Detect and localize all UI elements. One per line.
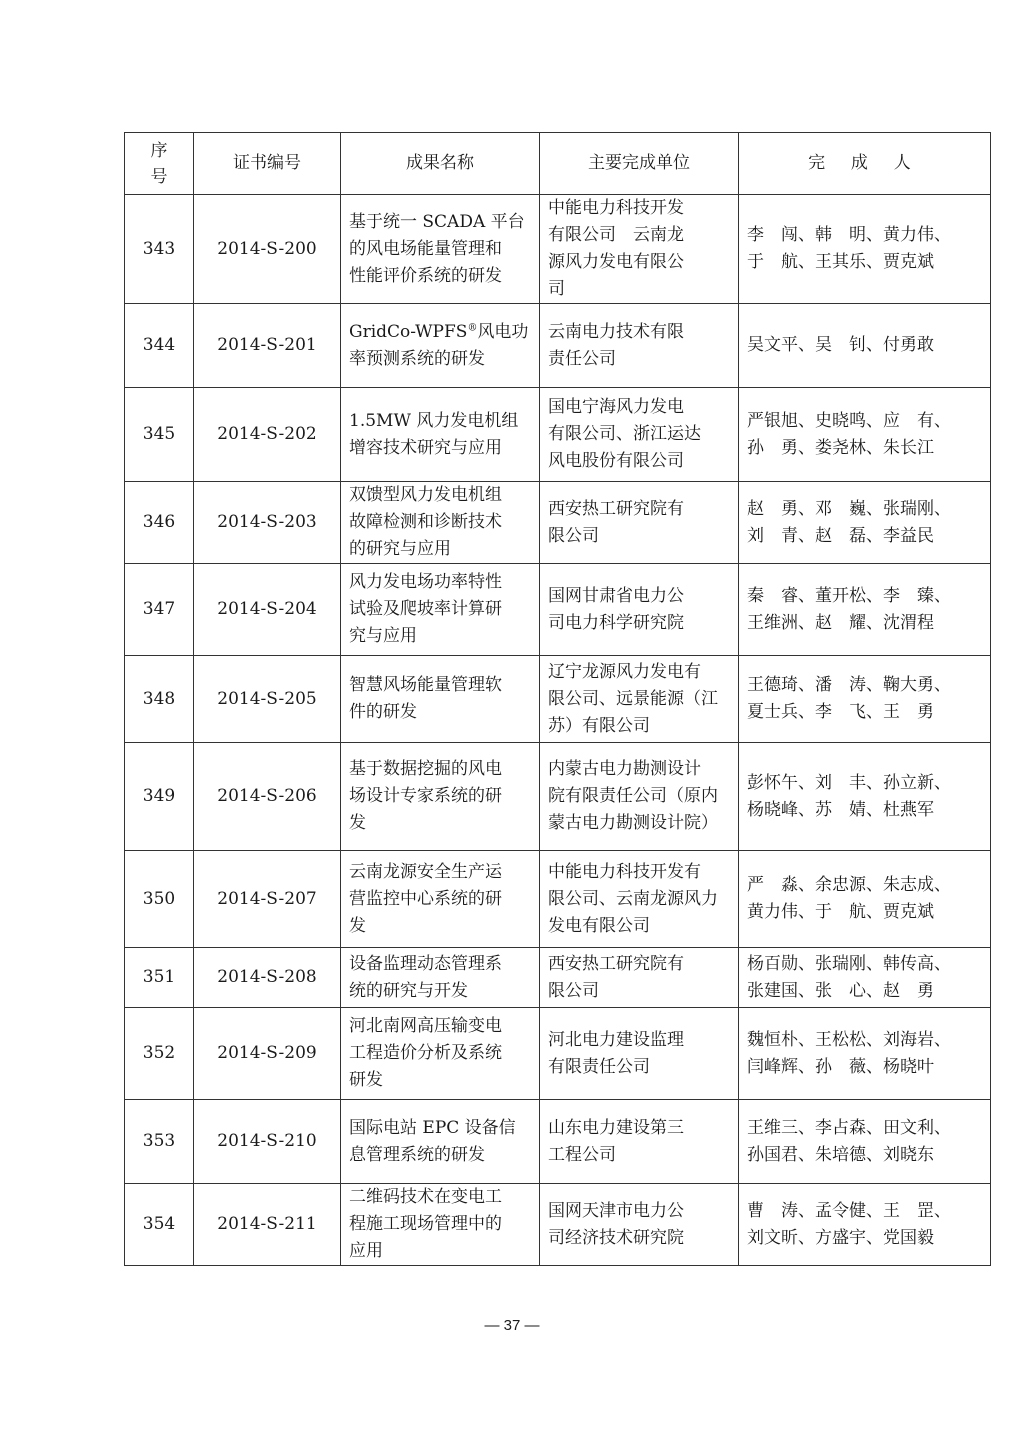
header-completers: 完 成 人 (739, 133, 991, 195)
serial-no-cell: 344 (125, 304, 194, 388)
table-body (125, 195, 991, 1266)
main-unit-cell-line: 中能电力科技开发有 (548, 861, 701, 882)
achievement-name-cell (341, 195, 540, 304)
serial-no-cell: 348 (125, 656, 194, 743)
main-unit-cell (540, 656, 739, 743)
completers-cell (739, 948, 991, 1008)
table-row (125, 1100, 991, 1184)
completers-cell (739, 1184, 991, 1266)
header-achievement-name: 成果名称 (341, 133, 540, 195)
achievement-name-cell-line: 场设计专家系统的研 (349, 786, 502, 806)
completers-cell-line: 杨晓峰、苏 婧、杜燕军 (747, 799, 934, 820)
completers-cell-line: 杨百勋、张瑞刚、韩传高、 (747, 953, 951, 974)
certificate-no-cell: 2014-S-206 (194, 743, 341, 851)
main-unit-cell (540, 388, 739, 482)
achievement-name-cell-line: 发 (349, 915, 366, 936)
achievement-name-cell-line: 发 (349, 813, 366, 833)
main-unit-cell-line: 内蒙古电力勘测设计 (548, 759, 701, 779)
completers-cell (739, 195, 991, 304)
achievement-name-cell-line: 设备监理动态管理系 (349, 953, 502, 974)
main-unit-cell (540, 482, 739, 564)
completers-cell-line: 闫峰辉、孙 薇、杨晓叶 (747, 1056, 934, 1077)
achievement-name-cell-line: 云南龙源安全生产运 (349, 861, 502, 882)
achievement-name-cell-line: 试验及爬坡率计算研 (349, 599, 502, 619)
achievement-name-cell-line: 营监控中心系统的研 (349, 888, 502, 909)
main-unit-cell-line: 限公司、云南龙源风力 (548, 888, 718, 909)
main-unit-cell-line: 西安热工研究院有 (548, 498, 684, 519)
completers-cell (739, 304, 991, 388)
completers-cell-line: 魏恒朴、王松松、刘海岩、 (747, 1029, 951, 1050)
table-header-row (125, 133, 991, 195)
main-unit-cell (540, 743, 739, 851)
achievement-name-cell-line: 性能评价系统的研发 (349, 265, 502, 286)
completers-cell (739, 1100, 991, 1184)
main-unit-cell-line: 限公司 (548, 525, 599, 546)
main-unit-cell (540, 1008, 739, 1100)
header-serial-no: 序 号 (125, 133, 194, 195)
main-unit-cell-line: 国电宁海风力发电 (548, 397, 684, 417)
achievement-name-cell (341, 656, 540, 743)
achievement-name-cell (341, 1100, 540, 1184)
table-row (125, 1184, 991, 1266)
main-unit-cell-line: 工程公司 (548, 1144, 616, 1165)
completers-cell-line: 孙 勇、娄尧林、朱长江 (747, 437, 934, 458)
certificate-no-cell: 2014-S-207 (194, 851, 341, 948)
table-row (125, 482, 991, 564)
achievement-name-cell-line: 件的研发 (349, 702, 417, 722)
completers-cell-line: 王维洲、赵 耀、沈渭程 (747, 612, 934, 633)
completers-cell-line: 刘文昕、方盛宇、党国毅 (747, 1227, 934, 1248)
achievement-name-cell-line (349, 319, 531, 346)
completers-cell-line: 曹 涛、孟令健、王 罡、 (747, 1200, 951, 1221)
serial-no-cell: 352 (125, 1008, 194, 1100)
main-unit-cell-line: 国网甘肃省电力公 (548, 585, 684, 606)
table-row (125, 851, 991, 948)
achievement-name-cell-line: 国际电站 EPC 设备信 (349, 1117, 516, 1138)
header-main-unit: 主要完成单位 (540, 133, 739, 195)
serial-no-cell: 347 (125, 564, 194, 656)
certificate-no-cell: 2014-S-202 (194, 388, 341, 482)
achievement-name-cell (341, 482, 540, 564)
certificate-no-cell: 2014-S-211 (194, 1184, 341, 1266)
table-row (125, 948, 991, 1008)
achievement-name-cell-line: 程施工现场管理中的 (349, 1214, 502, 1234)
completers-cell-line: 彭怀午、刘 丰、孙立新、 (747, 772, 951, 793)
achievement-name-cell-line: 1.5MW 风力发电机组 (349, 410, 519, 431)
achievement-name-cell (341, 743, 540, 851)
title-suffix: 风电功 (477, 321, 529, 342)
completers-cell-line: 严 淼、余忠源、朱志成、 (747, 875, 951, 895)
achievement-name-cell (341, 388, 540, 482)
achievement-name-cell (341, 304, 540, 388)
completers-cell-line: 张建国、张 心、赵 勇 (747, 980, 934, 1001)
main-unit-cell-line: 中能电力科技开发 (548, 198, 684, 218)
main-unit-cell-line: 限公司 (548, 980, 599, 1001)
certificate-no-cell: 2014-S-203 (194, 482, 341, 564)
main-unit-cell-line: 苏）有限公司 (548, 715, 650, 736)
completers-cell (739, 564, 991, 656)
table-row (125, 656, 991, 743)
certificate-no-cell: 2014-S-204 (194, 564, 341, 656)
achievement-name-cell-line: 的研究与应用 (349, 539, 451, 559)
achievement-name-cell-line: 工程造价分析及系统 (349, 1043, 502, 1063)
main-unit-cell (540, 948, 739, 1008)
certificate-no-cell: 2014-S-201 (194, 304, 341, 388)
main-unit-cell-line: 有限责任公司 (548, 1056, 650, 1077)
main-unit-cell-line: 山东电力建设第三 (548, 1117, 684, 1138)
serial-no-cell: 343 (125, 195, 194, 304)
completers-cell (739, 388, 991, 482)
main-unit-cell-line: 有限公司、浙江运达 (548, 424, 701, 444)
completers-cell (739, 482, 991, 564)
completers-cell-line: 吴文平、吴 钊、付勇敢 (747, 335, 934, 355)
achievement-name-cell-line: 故障检测和诊断技术 (349, 512, 502, 532)
achievement-name-cell-line: 究与应用 (349, 626, 417, 646)
main-unit-cell-line: 院有限责任公司（原内 (548, 786, 718, 806)
completers-cell-line: 王维三、李占森、田文利、 (747, 1117, 951, 1138)
achievement-name-cell-line: 研发 (349, 1070, 383, 1090)
achievement-name-cell-line: 双馈型风力发电机组 (349, 485, 502, 505)
main-unit-cell-line: 司电力科学研究院 (548, 612, 684, 633)
main-unit-cell-line: 蒙古电力勘测设计院） (548, 813, 718, 833)
main-unit-cell-line: 国网天津市电力公 (548, 1200, 684, 1221)
achievement-name-cell (341, 1008, 540, 1100)
serial-no-cell: 354 (125, 1184, 194, 1266)
page-number: — 37 — (484, 1317, 540, 1334)
main-unit-cell (540, 1184, 739, 1266)
serial-no-cell: 349 (125, 743, 194, 851)
table-row (125, 388, 991, 482)
achievement-name-cell (341, 1184, 540, 1266)
completers-cell-line: 李 闯、韩 明、黄力伟、 (747, 225, 951, 245)
table-row (125, 743, 991, 851)
main-unit-cell-line: 风电股份有限公司 (548, 451, 684, 471)
main-unit-cell-line: 责任公司 (548, 348, 616, 369)
completers-cell (739, 743, 991, 851)
achievement-name-cell (341, 564, 540, 656)
main-unit-cell-line: 源风力发电有限公 (548, 252, 684, 272)
table-row (125, 195, 991, 304)
completers-cell-line: 刘 青、赵 磊、李益民 (747, 525, 934, 546)
completers-cell-line: 黄力伟、于 航、贾克斌 (747, 902, 934, 922)
main-unit-cell (540, 1100, 739, 1184)
achievement-name-cell-line: 智慧风场能量管理软 (349, 675, 502, 695)
achievement-name-cell (341, 948, 540, 1008)
main-unit-cell-line: 河北电力建设监理 (548, 1029, 684, 1050)
achievement-name-cell-line: 风力发电场功率特性 (349, 572, 502, 592)
main-unit-cell-line: 限公司、远景能源（江 (548, 688, 718, 709)
certificate-no-cell: 2014-S-209 (194, 1008, 341, 1100)
header-certificate-no: 证书编号 (194, 133, 341, 195)
completers-cell-line: 孙国君、朱培德、刘晓东 (747, 1144, 934, 1165)
serial-no-cell: 345 (125, 388, 194, 482)
certificate-no-cell: 2014-S-205 (194, 656, 341, 743)
serial-no-cell: 353 (125, 1100, 194, 1184)
serial-no-cell: 351 (125, 948, 194, 1008)
achievement-name-cell-line: 统的研究与开发 (349, 980, 468, 1001)
completers-cell-line: 王德琦、潘 涛、鞠大勇、 (747, 675, 951, 695)
main-unit-cell-line: 云南电力技术有限 (548, 321, 684, 342)
table-row (125, 564, 991, 656)
achievement-name-cell-line: 基于数据挖掘的风电 (349, 759, 502, 779)
completers-cell-line: 于 航、王其乐、贾克斌 (747, 252, 934, 272)
achievement-name-cell-line: 息管理系统的研发 (349, 1144, 485, 1165)
main-unit-cell-line: 有限公司 云南龙 (548, 225, 684, 245)
table-row (125, 304, 991, 388)
table-row (125, 1008, 991, 1100)
main-unit-cell (540, 851, 739, 948)
achievement-name-cell (341, 851, 540, 948)
achievement-name-cell-line: 河北南网高压输变电 (349, 1016, 502, 1036)
awards-table (124, 132, 991, 1266)
completers-cell-line: 秦 睿、董开松、李 臻、 (747, 585, 951, 606)
main-unit-cell-line: 发电有限公司 (548, 915, 650, 936)
main-unit-cell (540, 195, 739, 304)
main-unit-cell-line: 西安热工研究院有 (548, 953, 684, 974)
serial-no-cell: 350 (125, 851, 194, 948)
main-unit-cell (540, 564, 739, 656)
serial-no-cell: 346 (125, 482, 194, 564)
certificate-no-cell: 2014-S-210 (194, 1100, 341, 1184)
achievement-name-cell-line: 二维码技术在变电工 (349, 1187, 502, 1207)
achievement-name-cell-line: 增容技术研究与应用 (349, 437, 502, 458)
main-unit-cell-line: 司 (548, 279, 565, 299)
completers-cell-line: 严银旭、史晓鸣、应 有、 (747, 410, 951, 431)
completers-cell-line: 夏士兵、李 飞、王 勇 (747, 702, 934, 722)
completers-cell-line: 赵 勇、邓 巍、张瑞刚、 (747, 498, 951, 519)
achievement-name-cell-line: 应用 (349, 1241, 383, 1261)
achievement-name-cell-line: 基于统一 SCADA 平台 (349, 211, 525, 232)
main-unit-cell-line: 司经济技术研究院 (548, 1227, 684, 1248)
title-prefix: GridCo-WPFS (349, 321, 468, 342)
completers-cell (739, 1008, 991, 1100)
achievement-name-cell-line: 的风电场能量管理和 (349, 238, 502, 259)
registered-mark: ® (467, 321, 478, 333)
completers-cell (739, 851, 991, 948)
main-unit-cell (540, 304, 739, 388)
completers-cell (739, 656, 991, 743)
main-unit-cell-line: 辽宁龙源风力发电有 (548, 661, 701, 682)
certificate-no-cell: 2014-S-200 (194, 195, 341, 304)
certificate-no-cell: 2014-S-208 (194, 948, 341, 1008)
achievement-name-cell-line: 率预测系统的研发 (349, 348, 485, 369)
